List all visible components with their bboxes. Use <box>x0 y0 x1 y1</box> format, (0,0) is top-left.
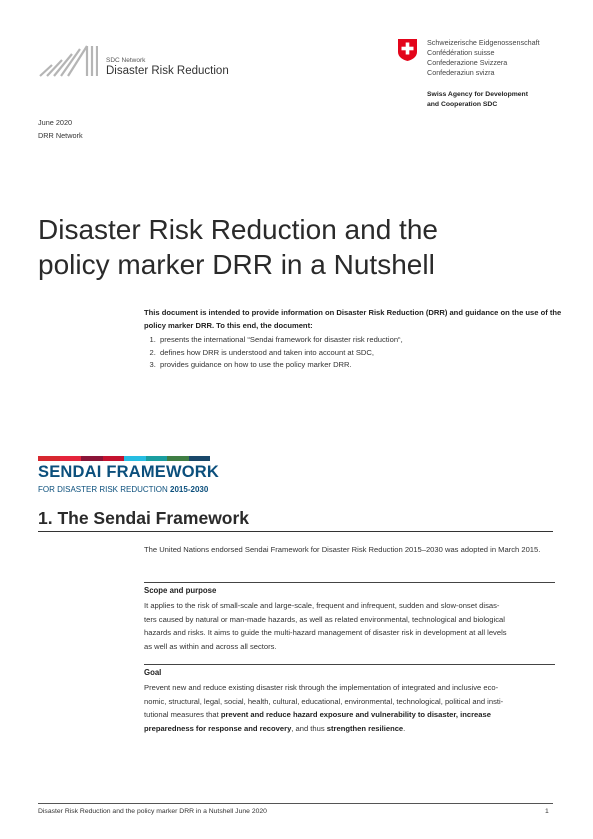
page-number: 1 <box>545 808 549 815</box>
document-network: DRR Network <box>38 131 83 140</box>
document-meta <box>38 116 83 142</box>
confederation-line: Confederaziun svizra <box>427 68 495 77</box>
document-date: June 2020 <box>38 118 73 127</box>
goal-line: nomic, structural, legal, social, health, cultural, educational, environmental, technological, political and insti- <box>144 696 504 706</box>
confederation-line: Schweizerische Eidgenossenschaft <box>427 38 540 47</box>
footer-text: Disaster Risk Reduction and the policy marker DRR in a Nutshell June 2020 <box>38 808 267 815</box>
goal-emphasis: prevent and reduce hazard exposure and vulnerability to disaster, increase <box>220 710 491 720</box>
color-segment <box>189 456 211 461</box>
divider <box>144 664 555 665</box>
section-lead: The United Nations endorsed Sendai Framework for Disaster Risk Reduction 2015–2030 was adopted in March 2015. <box>144 545 541 554</box>
sdc-network-logo <box>38 45 98 77</box>
intro-list-item: 3. provides guidance on how to use the policy marker DRR. <box>158 359 564 372</box>
title-line: Disaster Risk Reduction and the <box>38 214 438 245</box>
section-heading: 1. The Sendai Framework <box>38 508 250 528</box>
agency-line: and Cooperation SDC <box>427 101 498 108</box>
scope-line: It applies to the risk of small-scale and large-scale, frequent and infrequent, sudden and slow-onset disas- <box>144 601 500 610</box>
intro-list-item: 1. presents the international “Sendai framework for disaster risk reduction“, <box>158 334 564 347</box>
confederation-line: Confederazione Svizzera <box>427 58 508 67</box>
sendai-color-bar <box>38 456 210 461</box>
goal-emphasis: preparedness for response and recovery <box>144 723 292 733</box>
intro-list-item: 2. defines how DRR is understood and taken into account at SDC, <box>158 347 564 360</box>
goal-line: Prevent new and reduce existing disaster risk through the implementation of integrated and inclusive eco- <box>144 683 499 692</box>
color-segment <box>146 456 168 461</box>
scope-line: ters caused by natural or man-made hazards, as well as related environmental, technological and biological <box>144 614 505 624</box>
sendai-years: 2015-2030 <box>170 485 209 494</box>
color-segment <box>103 456 125 461</box>
goal-line <box>144 722 555 736</box>
goal-emphasis: strengthen resilience <box>326 723 404 733</box>
intro-block <box>144 307 564 372</box>
section-divider <box>38 531 553 532</box>
network-label-small: SDC Network <box>106 57 146 64</box>
color-segment <box>124 456 146 461</box>
intro-text: This document is intended to provide information on Disaster Risk Reduction (DRR) and guidance on the use of the policy marker DRR. To this end, the document: <box>144 308 562 330</box>
agency-name <box>427 90 528 110</box>
goal-line <box>144 708 555 722</box>
confederation-names <box>427 38 540 78</box>
sendai-logo-subtitle <box>38 485 208 494</box>
scope-heading: Scope and purpose <box>144 586 217 595</box>
sendai-subtitle-text: FOR DISASTER RISK REDUCTION <box>38 485 168 494</box>
color-segment <box>167 456 189 461</box>
title-line: policy marker DRR in a Nutshell <box>38 249 435 280</box>
swiss-shield-icon <box>398 39 417 61</box>
goal-text-run: , and thus <box>291 723 327 733</box>
network-label: Disaster Risk Reduction <box>106 65 229 77</box>
goal-heading: Goal <box>144 668 162 677</box>
confederation-line: Confédération suisse <box>427 48 495 57</box>
scope-line: as well as within and across all sectors. <box>144 641 277 651</box>
divider <box>144 582 555 583</box>
sendai-logo-title: SENDAI FRAMEWORK <box>38 463 220 481</box>
goal-text <box>144 681 555 735</box>
scope-line: hazards and risks. It aims to guide the multi-hazard management of disaster risk in development at all levels <box>144 628 507 638</box>
goal-text-run: . <box>403 723 406 733</box>
color-segment <box>81 456 103 461</box>
document-title <box>38 212 558 282</box>
color-segment <box>60 456 82 461</box>
intro-list <box>144 334 564 372</box>
agency-line: Swiss Agency for Development <box>427 91 528 98</box>
color-segment <box>38 456 60 461</box>
scope-text <box>144 599 555 653</box>
goal-text-run: tutional measures that <box>144 710 221 720</box>
footer-divider <box>38 803 553 804</box>
